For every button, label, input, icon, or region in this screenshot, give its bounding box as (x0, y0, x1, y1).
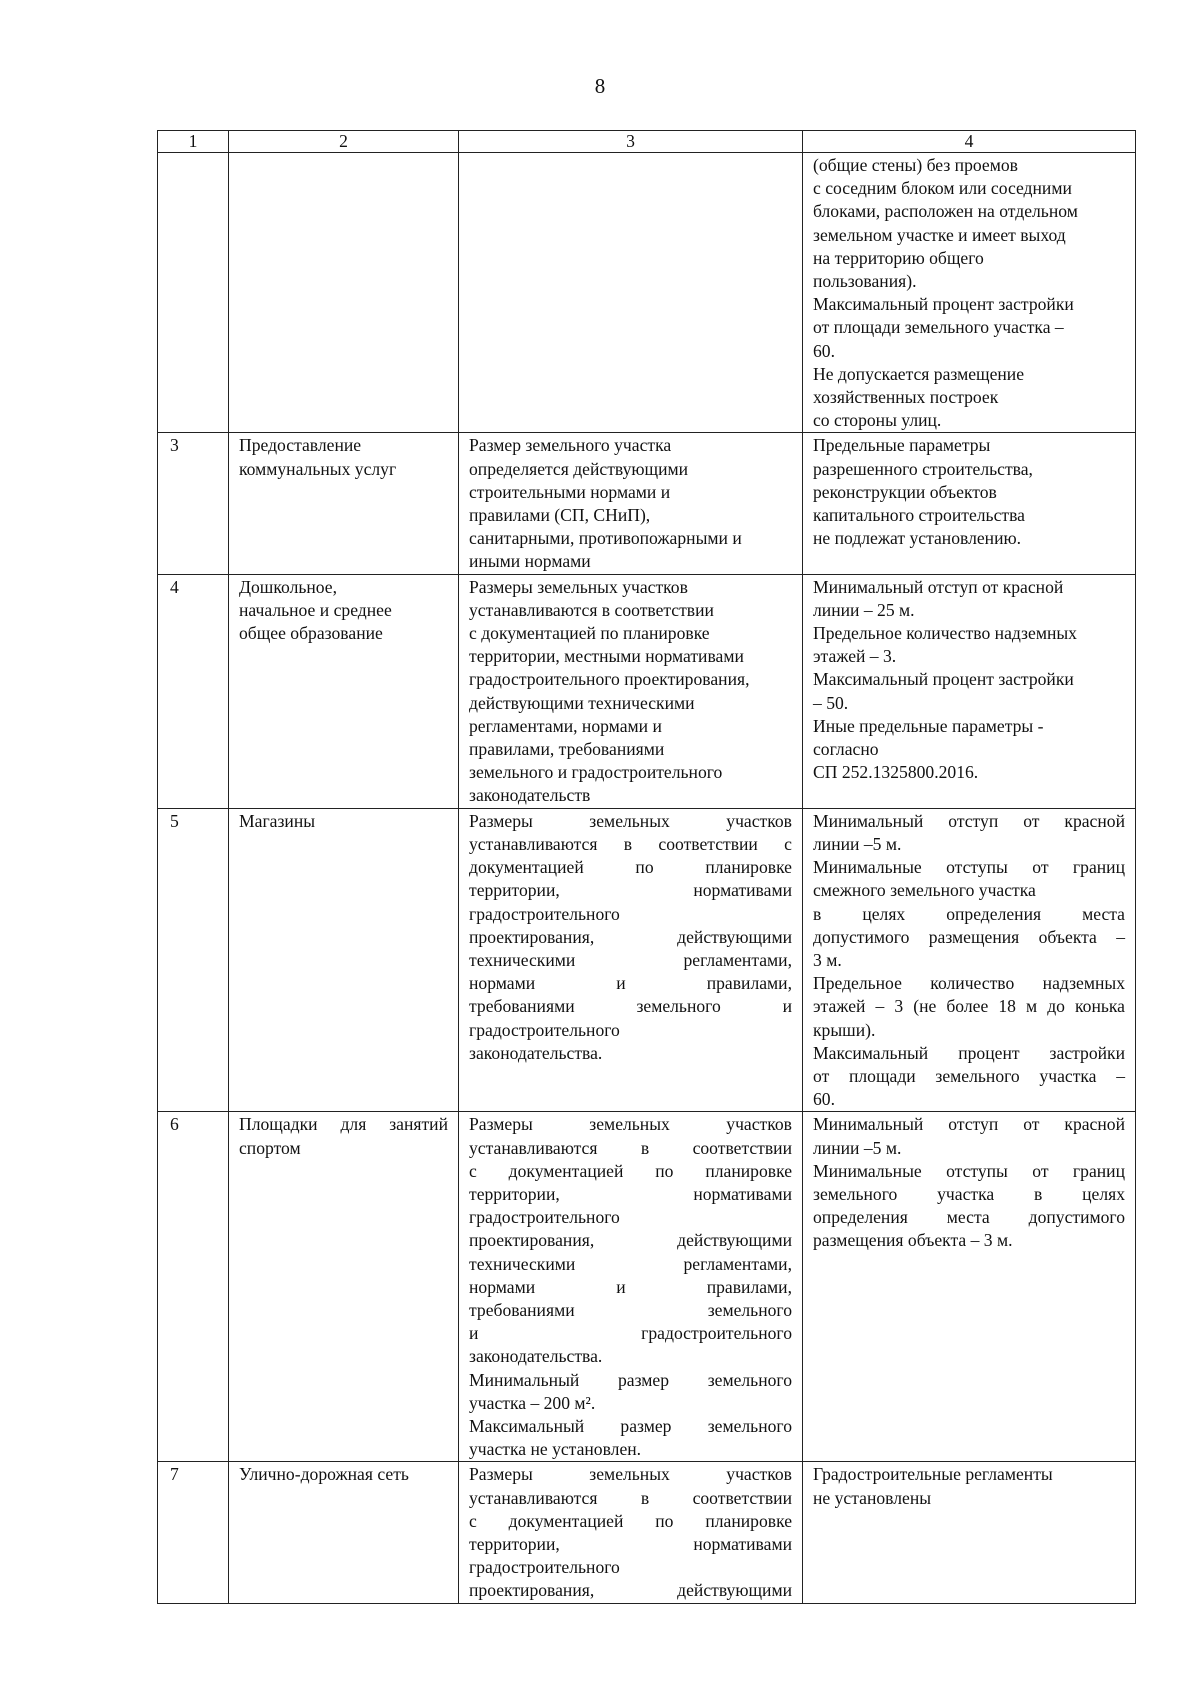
text-line: правилами (СП, СНиП), (469, 505, 651, 526)
row-number: 4 (158, 574, 229, 808)
text-line: смежного земельного участка (813, 880, 1036, 901)
text-line: от площади земельного участка – (813, 1065, 1125, 1086)
text-line: нормами и правилами, (469, 1276, 792, 1297)
text-line: санитарными, противопожарными и (469, 528, 742, 549)
text-line: Предельные параметры (813, 435, 991, 456)
text-line: иными нормами (469, 551, 591, 572)
use-name-cell (229, 808, 459, 1112)
text-line: Максимальный процент застройки (813, 294, 1074, 315)
row-number (158, 153, 229, 433)
row-number: 3 (158, 433, 229, 574)
text-line: не установлены (813, 1487, 932, 1508)
text-line: градостроительного (469, 1019, 620, 1040)
header-cell: 4 (803, 131, 1136, 153)
text-line: устанавливаются в соответствии (469, 1487, 792, 1508)
text-line: (общие стены) без проемов (813, 155, 1018, 175)
text-line: на территорию общего (813, 247, 984, 268)
text-line: Предельное количество надземных (813, 623, 1077, 644)
text-line: хозяйственных построек (813, 387, 999, 408)
text-line: Магазины (239, 810, 316, 831)
text-line: спортом (239, 1137, 301, 1158)
text-line: градостроительного (469, 1207, 620, 1228)
text-line: Предоставление (239, 435, 362, 456)
text-line: строительными нормами и (469, 481, 671, 502)
text-line: линии –5 м. (813, 833, 902, 854)
table-row (158, 574, 1136, 808)
plot-size-cell (459, 433, 803, 574)
text-line: с документацией по планировке (469, 623, 710, 644)
table-row (158, 1112, 1136, 1462)
plot-size-cell (459, 808, 803, 1112)
text-line: Предельное количество надземных (813, 973, 1125, 994)
text-line: и градостроительного (469, 1323, 792, 1344)
text-line: нормами и правилами, (469, 973, 792, 994)
text-line: коммунальных услуг (239, 458, 397, 479)
header-cell: 2 (229, 131, 459, 153)
text-line: 60. (813, 340, 835, 361)
text-line: 3 м. (813, 949, 842, 970)
table-row (158, 153, 1136, 433)
text-line: Размеры земельных участков (469, 1114, 792, 1135)
text-line: устанавливаются в соответствии с (469, 833, 792, 854)
text-line: Минимальный размер земельного (469, 1369, 792, 1390)
text-line: градостроительного (469, 1557, 620, 1578)
table-row (158, 808, 1136, 1112)
text-line: с документацией по планировке (469, 1510, 792, 1531)
text-line: правилами, требованиями (469, 739, 665, 760)
text-line: Улично-дорожная сеть (239, 1464, 409, 1485)
text-line: проектирования, действующими (469, 1580, 792, 1601)
text-line: определения места допустимого (813, 1207, 1125, 1228)
parameters-cell (803, 153, 1136, 433)
text-line: разрешенного строительства, (813, 458, 1033, 479)
text-line: крыши). (813, 1019, 876, 1040)
text-line: согласно (813, 739, 879, 760)
text-line: линии – 25 м. (813, 599, 915, 620)
text-line: Максимальный процент застройки (813, 1042, 1125, 1063)
text-line: Максимальный процент застройки (813, 669, 1074, 690)
text-line: Градостроительные регламенты (813, 1464, 1053, 1485)
text-line: Площадки для занятий (239, 1114, 448, 1135)
text-line: 60. (813, 1089, 835, 1110)
text-line: линии –5 м. (813, 1137, 902, 1158)
text-line: общее образование (239, 623, 383, 644)
text-line: Минимальный отступ от красной (813, 576, 1064, 597)
text-line: реконструкции объектов (813, 481, 997, 502)
use-name-cell (229, 153, 459, 433)
header-cell: 1 (158, 131, 229, 153)
plot-size-cell (459, 1462, 803, 1603)
text-line: с документацией по планировке (469, 1160, 792, 1181)
text-line: устанавливаются в соответствии (469, 1137, 792, 1158)
text-line: начальное и среднее (239, 599, 392, 620)
text-line: территории, местными нормативами (469, 646, 744, 667)
use-name-cell (229, 433, 459, 574)
row-number: 5 (158, 808, 229, 1112)
text-line: допустимого размещения объекта – (813, 926, 1125, 947)
plot-size-cell (459, 574, 803, 808)
text-line: Не допускается размещение (813, 363, 1025, 384)
text-line: градостроительного проектирования, (469, 669, 750, 690)
text-line: Минимальные отступы от границ (813, 857, 1125, 878)
regulations-table (157, 130, 1136, 1604)
text-line: Размер земельного участка (469, 435, 672, 456)
text-line: регламентами, нормами и (469, 715, 662, 736)
text-line: требованиями земельного и (469, 996, 792, 1017)
text-line: с соседним блоком или соседними (813, 178, 1072, 199)
text-line: Максимальный размер земельного (469, 1415, 792, 1436)
table-row (158, 433, 1136, 574)
header-cell: 3 (459, 131, 803, 153)
text-line: Иные предельные параметры - (813, 715, 1044, 736)
parameters-cell (803, 574, 1136, 808)
text-line: территории, нормативами (469, 880, 792, 901)
text-line: проектирования, действующими (469, 926, 792, 947)
text-line: Минимальные отступы от границ (813, 1160, 1125, 1181)
text-line: со стороны улиц. (813, 410, 942, 431)
parameters-cell (803, 808, 1136, 1112)
use-name-cell (229, 574, 459, 808)
use-name-cell (229, 1462, 459, 1603)
text-line: от площади земельного участка – (813, 317, 1064, 338)
text-line: в целях определения места (813, 903, 1125, 924)
parameters-cell (803, 1462, 1136, 1603)
text-line: участка – 200 м². (469, 1392, 596, 1413)
text-line: требованиями земельного (469, 1299, 792, 1320)
text-line: Минимальный отступ от красной (813, 1114, 1125, 1135)
text-line: блоками, расположен на отдельном (813, 201, 1078, 222)
text-line: этажей – 3. (813, 646, 897, 667)
text-line: техническими регламентами, (469, 1253, 792, 1274)
row-number: 7 (158, 1462, 229, 1603)
text-line: размещения объекта – 3 м. (813, 1230, 1013, 1251)
text-line: действующими техническими (469, 692, 695, 713)
plot-size-cell (459, 1112, 803, 1462)
use-name-cell (229, 1112, 459, 1462)
text-line: законодательства. (469, 1042, 603, 1063)
parameters-cell (803, 433, 1136, 574)
plot-size-cell (459, 153, 803, 433)
text-line: документацией по планировке (469, 857, 792, 878)
text-line: Размеры земельных участков (469, 1464, 792, 1485)
text-line: законодательств (469, 785, 591, 806)
text-line: территории, нормативами (469, 1183, 792, 1204)
text-line: градостроительного (469, 903, 620, 924)
text-line: проектирования, действующими (469, 1230, 792, 1251)
text-line: Дошкольное, (239, 576, 338, 597)
text-line: определяется действующими (469, 458, 689, 479)
text-line: не подлежат установлению. (813, 528, 1022, 549)
text-line: Размеры земельных участков (469, 810, 792, 831)
text-line: земельном участке и имеет выход (813, 224, 1066, 245)
page-number: 8 (594, 74, 606, 98)
text-line: земельного и градостроительного (469, 762, 723, 783)
row-number: 6 (158, 1112, 229, 1462)
table-header-row (158, 131, 1136, 153)
text-line: устанавливаются в соответствии (469, 599, 714, 620)
text-line: техническими регламентами, (469, 949, 792, 970)
text-line: Размеры земельных участков (469, 576, 688, 597)
text-line: СП 252.1325800.2016. (813, 762, 979, 783)
text-line: – 50. (813, 692, 849, 713)
text-line: капитального строительства (813, 505, 1025, 526)
text-line: земельного участка в целях (813, 1183, 1125, 1204)
text-line: этажей – 3 (не более 18 м до конька (813, 996, 1125, 1017)
text-line: Минимальный отступ от красной (813, 810, 1125, 831)
text-line: законодательства. (469, 1346, 603, 1367)
text-line: пользования). (813, 271, 917, 292)
text-line: территории, нормативами (469, 1533, 792, 1554)
table-row (158, 1462, 1136, 1603)
text-line: участка не установлен. (469, 1439, 642, 1460)
parameters-cell (803, 1112, 1136, 1462)
